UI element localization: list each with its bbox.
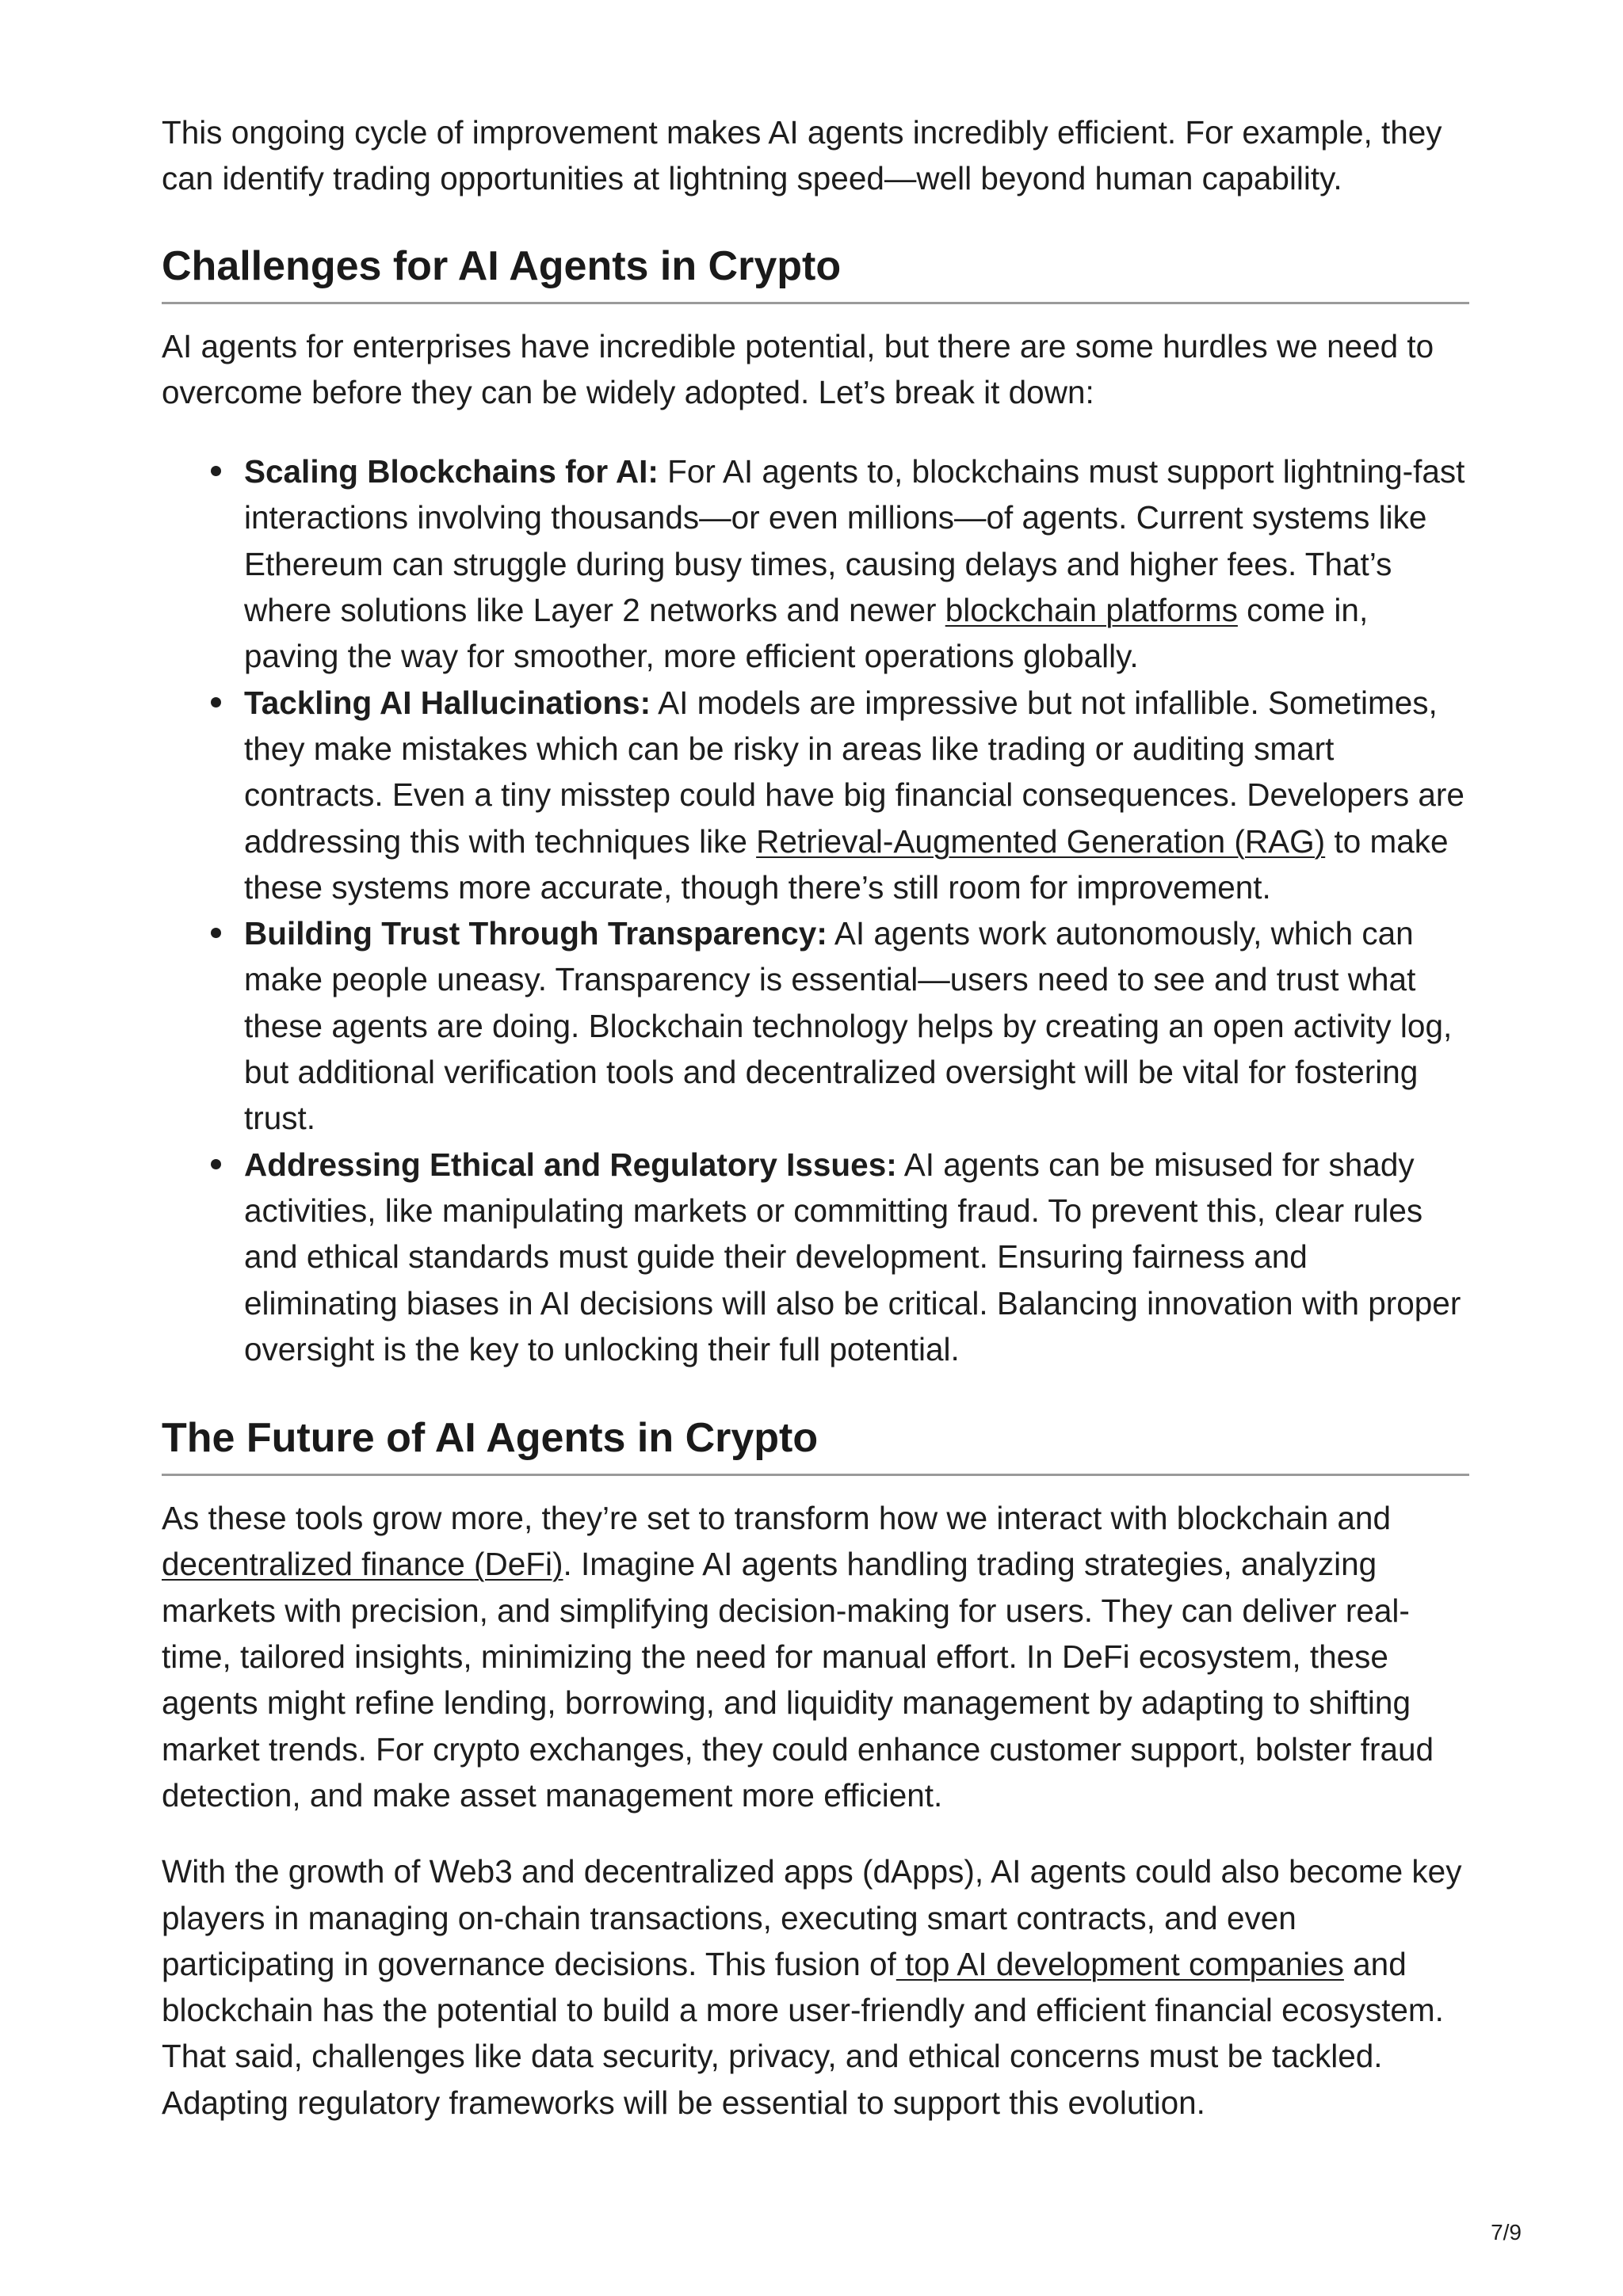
list-item-text: to make these systems more accurate, though there’s still room for improvement. xyxy=(244,822,1449,906)
list-item-text: AI agents work autonomously, which can make people uneasy. Transparency is essential—users need to see and trust what these agents are doing. Blockchain technology helps by creating an open activity log, but additional verification tools and decentralized oversight will be vital for fostering trust. xyxy=(244,915,1453,1137)
list-item-scaling xyxy=(244,448,1469,679)
article-content xyxy=(162,109,1469,2126)
list-item-text: AI models are impressive but not infallible. Sometimes, they make mistakes which can be risky in areas like trading or auditing smart contracts. Even a tiny misstep could have big financial consequences. Developers are addressing this with techniques like xyxy=(244,684,1465,860)
challenges-heading: Challenges for AI Agents in Crypto xyxy=(162,242,1469,304)
future-paragraph-1 xyxy=(162,1495,1469,1818)
list-item-transparency xyxy=(244,910,1469,1141)
challenges-intro-paragraph: AI agents for enterprises have incredible potential, but there are some hurdles we need to overcome before they can be widely adopted. Let’s break it down: xyxy=(162,327,1434,410)
paragraph-text: With the growth of Web3 and decentralized apps (dApps), AI agents could also become key players in managing on-chain transactions, executing smart contracts, and even participating in governance decisions. This fusion of xyxy=(162,1853,1462,1982)
list-item-text: AI agents can be misused for shady activities, like manipulating markets or committing fraud. To prevent this, clear rules and ethical standards must guide their development. Ensuring fairness and eliminating biases in AI decisions will also be critical. Balancing innovation with proper oversight is the key to unlocking their full potential. xyxy=(244,1146,1461,1367)
future-heading: The Future of AI Agents in Crypto xyxy=(162,1413,1469,1476)
list-item-title: Addressing Ethical and Regulatory Issues: xyxy=(244,1146,897,1183)
list-item-title: Tackling AI Hallucinations: xyxy=(244,684,651,721)
list-item-text: For AI agents to, blockchains must support lightning-fast interactions involving thousands—or even millions—of agents. Current systems like Ethereum can struggle during busy times, causing delays and higher fees. That’s where solutions like Layer 2 networks and newer xyxy=(244,453,1465,629)
paragraph-text: As these tools grow more, they’re set to transform how we interact with blockchain and xyxy=(162,1500,1391,1537)
list-item-ethical xyxy=(244,1142,1469,1372)
list-item-text: come in, paving the way for smoother, more efficient operations globally. xyxy=(244,592,1369,675)
paragraph-text: and blockchain has the potential to build a more user-friendly and efficient financial ecosystem. That said, challenges like data security, privacy, and ethical concerns must be tackled. Adapting regulatory frameworks will be essential to support this evolution. xyxy=(162,1945,1444,2121)
defi-link[interactable]: decentralized finance (DeFi) xyxy=(162,1546,563,1583)
list-item-title: Scaling Blockchains for AI: xyxy=(244,453,659,490)
rag-link[interactable]: Retrieval-Augmented Generation (RAG) xyxy=(756,822,1326,860)
list-item-title: Building Trust Through Transparency: xyxy=(244,915,827,952)
paragraph-text: . Imagine AI agents handling trading strategies, analyzing markets with precision, and simplifying decision-making for users. They can deliver real-time, tailored insights, minimizing the need for manual effort. In DeFi ecosystem, these agents might refine lending, borrowing, and liquidity management by adapting to shifting market trends. For crypto exchanges, they could enhance customer support, bolster fraud detection, and make asset management more efficient. xyxy=(162,1546,1434,1814)
future-paragraph-2 xyxy=(162,1848,1469,2126)
challenges-list xyxy=(162,448,1469,1372)
list-item-hallucinations xyxy=(244,680,1469,910)
intro-paragraph: This ongoing cycle of improvement makes AI agents incredibly efficient. For example, they can identify trading opportunities at lightning speed—well beyond human capability. xyxy=(162,114,1442,197)
page-number: 7/9 xyxy=(1491,2220,1522,2245)
ai-development-companies-link[interactable]: top AI development companies xyxy=(896,1945,1344,1982)
blockchain-platforms-link[interactable]: blockchain platforms xyxy=(945,592,1238,629)
